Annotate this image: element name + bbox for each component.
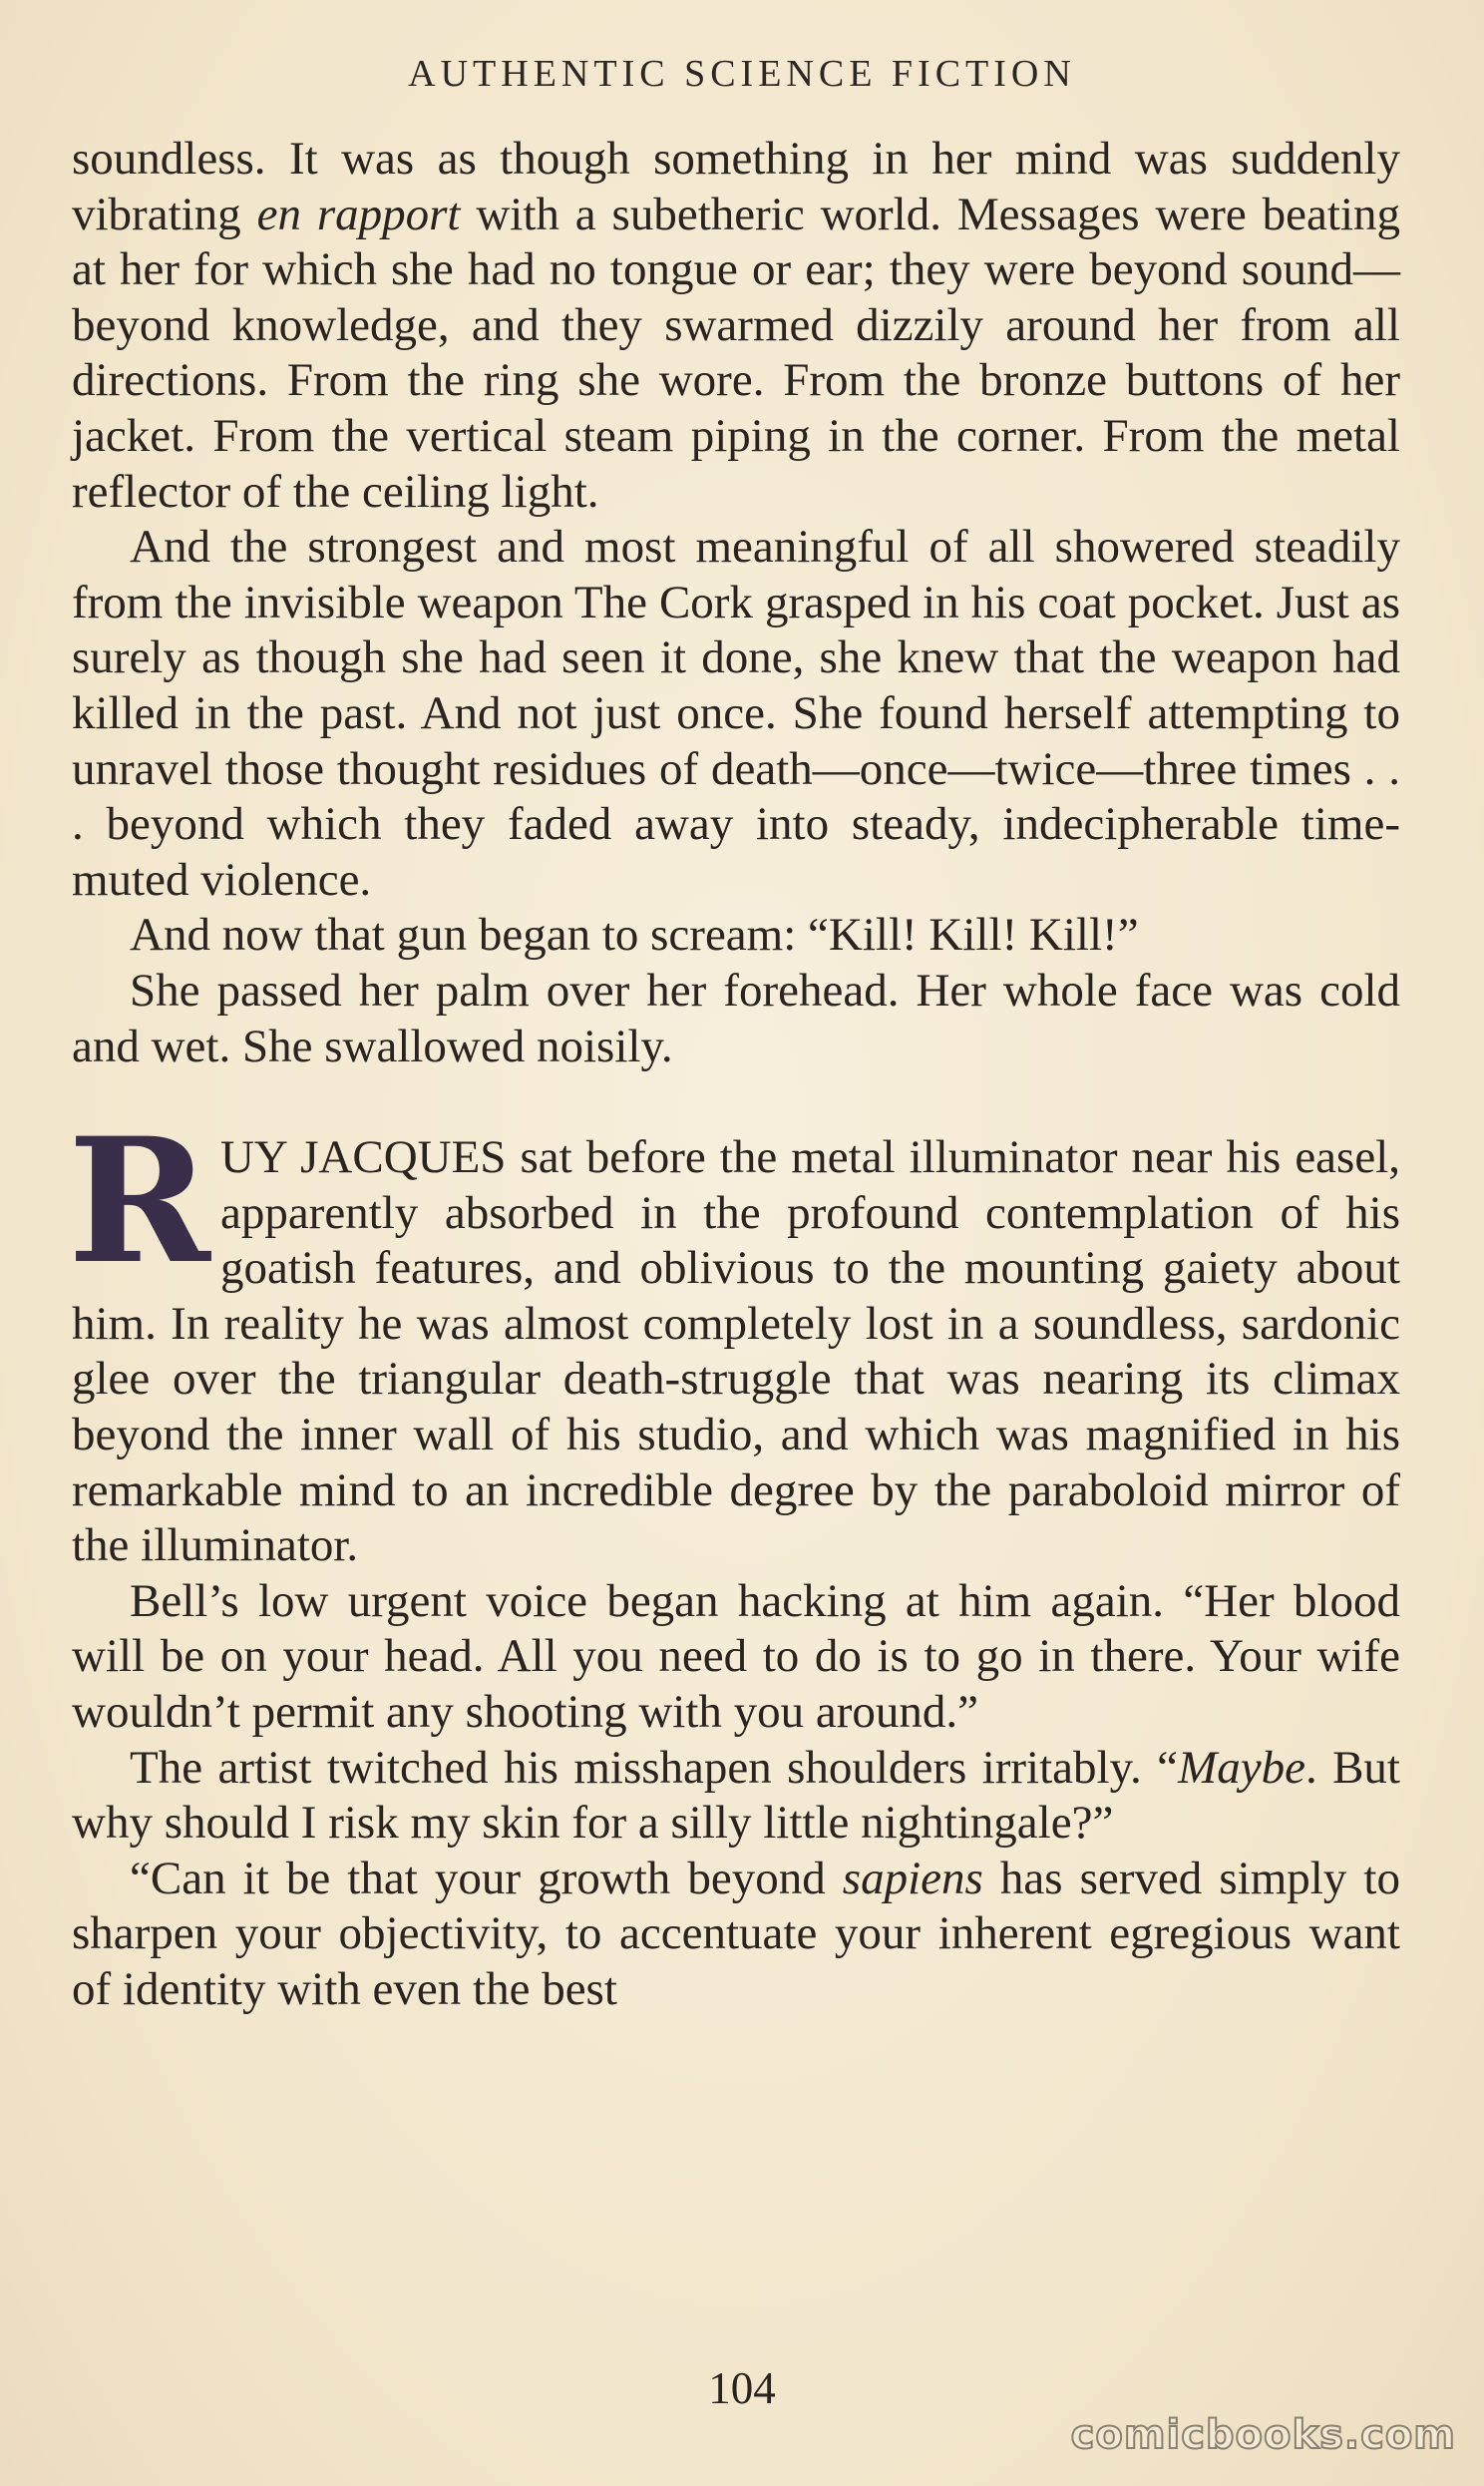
- page-number: 104: [708, 2363, 776, 2413]
- running-header: AUTHENTIC SCIENCE FICTION: [408, 53, 1076, 95]
- paragraph: [68, 1099, 1400, 1574]
- paragraph: [72, 132, 1400, 520]
- paragraph: And the strongest and most meaningful of all showered steadily from the invisible weapon The Cork grasped in his coat pocket. Just as surely as though she had seen it done, she knew that the weapon had killed in the past. And not just once. She found herself attempting to unravel those thought residues of death—once—twice—three times . . . beyond which they faded away into steady, indecipherable time-muted violence.: [72, 521, 1400, 906]
- text-run: with a subetheric world. Messages were beating at her for which she had no tongue or ear; they were beyond sound—beyond knowledge, and they swarmed dizzily around her from all directions. From the ring she wore. From the bronze buttons of her jacket. From the vertical steam piping in the corner. From the metal reflector of the ceiling light.: [72, 188, 1401, 518]
- page-body: [68, 132, 1401, 2018]
- text-run: has served simply to sharpen your objectivity, to accentuate your inherent egregious want of identity with even the best: [72, 1852, 1400, 2015]
- text-run: . But why should I risk my skin for a silly little nightingale?”: [72, 1741, 1400, 1850]
- paragraph: [72, 1852, 1400, 2018]
- text-run: UY JACQUES sat before the metal illuminator near his easel, apparently absorbed in the profound contemplation of his goatish features, and oblivious to the mounting gaiety about him. In reality he was almost completely lost in a soundless, sardonic glee over the triangular death-struggle that was nearing its climax beyond the inner wall of his studio, and which was magnified in his remarkable mind to an incredible degree by the paraboloid mirror of the illuminator.: [72, 1131, 1400, 1572]
- italic-text: sapiens: [842, 1852, 983, 1904]
- section-two: [68, 1099, 1400, 2018]
- drop-cap: R: [68, 1099, 210, 1303]
- italic-text: en rapport: [256, 188, 461, 240]
- text-run: soundless. It was as though something in her mind was suddenly vibrating: [72, 133, 1400, 240]
- paragraph: She passed her palm over her forehead. Her whole face was cold and wet. She swallowed noisily.: [72, 964, 1400, 1072]
- text-run: “Can it be that your growth beyond: [130, 1852, 843, 1904]
- paragraph: And now that gun began to scream: “Kill! Kill! Kill!”: [130, 909, 1139, 962]
- paragraph: Bell’s low urgent voice began hacking at him again. “Her blood will be on your head. All you need to do is to go in there. Your wife wouldn’t permit any shooting with you around.”: [72, 1574, 1400, 1739]
- italic-text: Maybe: [1178, 1741, 1305, 1794]
- watermark: comicbooks.com: [1070, 2412, 1456, 2458]
- paragraph: [72, 1741, 1400, 1852]
- text-run: The artist twitched his misshapen shoulders irritably. “: [130, 1741, 1179, 1794]
- section-one: [72, 132, 1400, 1074]
